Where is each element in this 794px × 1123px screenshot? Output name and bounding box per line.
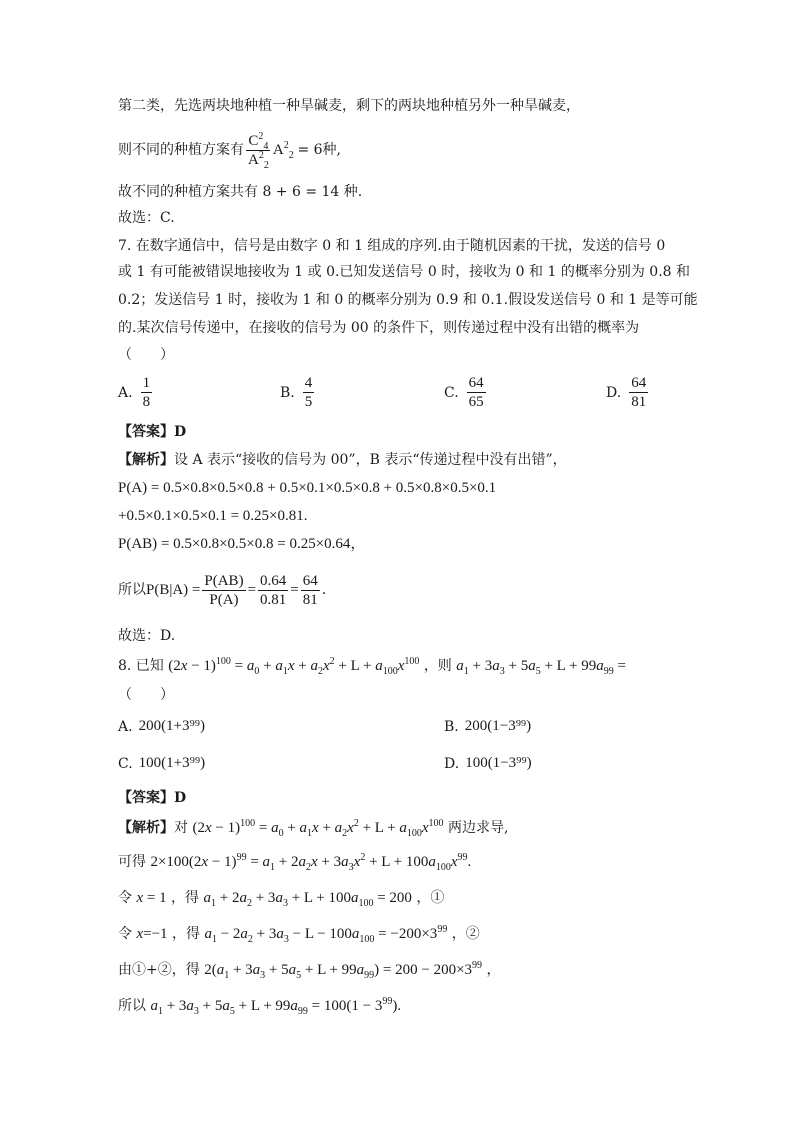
option-denominator: 65 xyxy=(468,394,484,410)
analysis-text: 两边求导, xyxy=(448,820,509,836)
q7-stem-line-4: 的.某次信号传递中，在接收的信号为 00 的条件下，则传递过程中没有出错的概率为 xyxy=(118,320,640,336)
q8-stem: 8. 已知 $(2x - 1)^{100} = a_0 + a_1x + a_2x^2 + L + a_{100}x^{100}$ ，则 $a_1 + 3a_3 + 5a_5 + L + 99a_{99}$ = xyxy=(118,656,626,677)
fraction-denominator: 81 xyxy=(302,591,318,608)
analysis-text: ，① xyxy=(416,890,445,906)
fraction-numerator: 0.64 xyxy=(260,572,287,589)
analysis-text: 可得 xyxy=(118,854,146,870)
q8-paren: （ ） xyxy=(118,687,174,703)
q8-option-c xyxy=(118,755,205,772)
q8-analysis-line-5: 由①+②，得 $2(a_1 + 3a_3 + 5a_5 + L + 99a_{99}) = 200 - 200\times 3^{99}$ ， xyxy=(118,960,501,981)
analysis-text: 设 A 表示“接收的信号为 00”，B 表示“传递过程中没有出错”， xyxy=(174,452,567,468)
option-numerator: 64 xyxy=(468,375,484,391)
option-letter: A. xyxy=(118,718,133,735)
q8-analysis-line-6: 所以 $a_1 + 3a_3 + 5a_5 + L + 99a_{99} = 100(1 - 3^{99})$. xyxy=(118,996,402,1017)
analysis-text: ，② xyxy=(451,926,480,942)
option-text: 200(1+3⁹⁹) xyxy=(138,718,205,734)
conditional-lhs: P(B|A) = xyxy=(146,582,201,598)
q7-pab-line: P(AB) = 0.5×0.8×0.5×0.8 = 0.25×0.64， xyxy=(118,536,366,552)
q7-answer: 【答案】D xyxy=(118,424,187,440)
analysis-tag: 【解析】 xyxy=(118,820,174,836)
q7-pa-line-1: P(A) = 0.5×0.8×0.5×0.8 + 0.5×0.1×0.5×0.8 + 0.5×0.8×0.5×0.1 xyxy=(118,480,497,496)
analysis-text: ， xyxy=(486,962,501,978)
fraction-denominator: P(A) xyxy=(209,591,239,608)
option-letter: A. xyxy=(118,384,133,401)
q7-stem-line-3: 0.2；发送信号 1 时，接收为 1 和 0 的概率分别为 0.9 和 0.1.假设发送信号 0 和 1 是等可能 xyxy=(118,292,698,308)
option-letter: D. xyxy=(444,755,460,772)
option-letter: B. xyxy=(280,384,295,401)
q8-analysis-line-3: 令 x = 1 ，得 $a_1 + 2a_2 + 3a_3 + L + 100a_{100} = 200$ ，① xyxy=(118,890,445,909)
q7-conditional-probability: 所以 P(B|A) = $\frac{P(AB)}{P(A)}$ = $\frac{0.64}{0.81}$ = $\frac{64}{81}$ . xyxy=(118,572,327,608)
q7-stem-line-2: 或 1 有可能被错误地接收为 1 或 0.已知发送信号 0 时，接收为 0 和 1 的概率分别为 0.8 和 xyxy=(118,264,691,280)
q7-stem-line-1: 7. 在数字通信中，信号是由数字 0 和 1 组成的序列.由于随机因素的干扰，发送的信号 0 xyxy=(118,238,666,254)
q8-answer: 【答案】D xyxy=(118,790,187,806)
analysis-text: 令 xyxy=(118,926,132,942)
p6-line-2-suffix: = 6种, xyxy=(297,142,341,158)
q7-analysis-line xyxy=(118,450,567,470)
analysis-text: 所以 xyxy=(118,998,146,1014)
p6-line-3: 故不同的种植方案共有 8 + 6 = 14 种. xyxy=(118,184,363,200)
option-text: 200(1−3⁹⁹) xyxy=(464,718,532,734)
option-letter: D. xyxy=(606,384,622,401)
fraction-denominator: 0.81 xyxy=(260,591,287,608)
fraction-numerator: 64 xyxy=(302,572,318,589)
q7-option-b xyxy=(280,374,316,411)
q7-option-a xyxy=(118,374,154,411)
analysis-text: 对 xyxy=(174,820,188,836)
option-text: 100(1−3⁹⁹) xyxy=(465,755,532,771)
q7-choose: 故选：D. xyxy=(118,628,176,644)
q8-option-b xyxy=(444,718,531,735)
q8-option-a xyxy=(118,718,205,735)
q7-option-d xyxy=(606,374,650,411)
p6-line-2-prefix: 则不同的种植方案有 xyxy=(118,142,244,158)
p6-line-1: 第二类，先选两块地种植一种旱碱麦，剩下的两块地种植另外一种旱碱麦， xyxy=(118,98,580,114)
analysis-text: 由①+②，得 xyxy=(118,962,200,978)
option-letter: B. xyxy=(444,718,459,735)
option-letter: C. xyxy=(118,755,133,772)
q7-pa-line-2: +0.5×0.1×0.5×0.1 = 0.25×0.81. xyxy=(118,508,308,524)
q8-option-d xyxy=(444,755,532,772)
option-letter: C. xyxy=(444,384,459,401)
analysis-tag: 【解析】 xyxy=(118,452,174,468)
q8-analysis-line-4: 令 x=−1 ，得 $a_1 - 2a_2 + 3a_3 - L - 100a_{100} = -200\times 3^{99}$ ，② xyxy=(118,924,480,945)
q8-stem-prefix: 8. 已知 xyxy=(118,658,164,674)
option-text: 100(1+3⁹⁹) xyxy=(138,755,206,771)
q7-paren: （ ） xyxy=(118,347,174,363)
option-denominator: 8 xyxy=(142,394,151,410)
p6-line-4: 故选：C. xyxy=(118,210,175,226)
q8-analysis-line-2: 可得 $2\times 100(2x - 1)^{99} = a_1 + 2a_2x + 3a_3x^2 + L + 100a_{100}x^{99}$. xyxy=(118,852,472,873)
option-denominator: 81 xyxy=(631,394,647,410)
option-denominator: 5 xyxy=(304,394,313,410)
so-prefix: 所以 xyxy=(118,582,146,598)
q7-option-c xyxy=(444,374,488,411)
analysis-text: 令 xyxy=(118,890,132,906)
q8-analysis-line-1: 【解析】对 $(2x - 1)^{100} = a_0 + a_1x + a_2x^2 + L + a_{100}x^{100}$ 两边求导, xyxy=(118,818,509,839)
analysis-text: ，得 xyxy=(172,926,200,942)
option-numerator: 4 xyxy=(304,375,313,391)
combination-fraction: $\frac{C^2_4}{A^2_2}$ xyxy=(248,130,269,171)
p6-line-2: 则不同的种植方案有 $\frac{C^2_4}{A^2_2}$ $A^2_2$ = 6种, xyxy=(118,130,341,171)
analysis-text: ，得 xyxy=(171,890,200,906)
option-numerator: 64 xyxy=(631,375,647,391)
fraction-numerator: P(AB) xyxy=(204,572,244,589)
option-numerator: 1 xyxy=(142,375,151,391)
